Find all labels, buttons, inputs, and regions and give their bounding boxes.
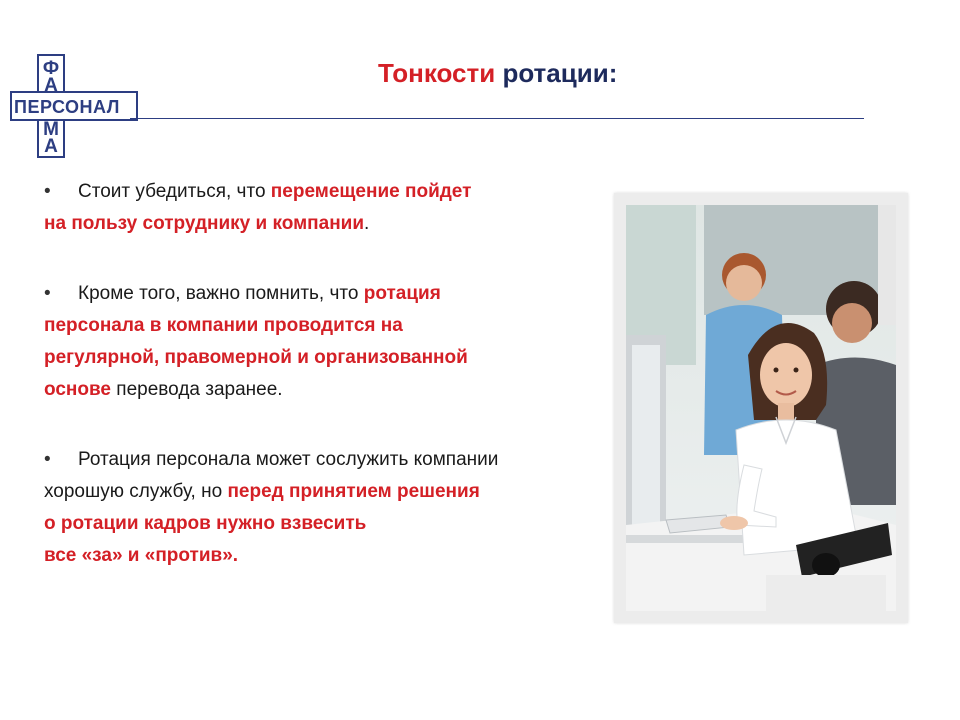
title-accent: Тонкости xyxy=(378,58,496,88)
logo-letter-a-bottom: А xyxy=(44,136,58,157)
bullet-line xyxy=(44,374,624,406)
bullet-line xyxy=(44,476,624,508)
slide-title xyxy=(378,58,617,89)
bullet-line xyxy=(44,508,624,540)
bullet-paragraph-2 xyxy=(44,278,624,406)
highlight-text: персонала в компании проводится на xyxy=(44,315,403,336)
bullet-line xyxy=(44,342,624,374)
bullet-line xyxy=(44,310,624,342)
bullet-line xyxy=(44,444,624,476)
logo-word: ПЕРСОНАЛ xyxy=(14,97,120,117)
logo-letter-f: Ф xyxy=(42,58,60,79)
highlight-text: перед принятием решения xyxy=(227,481,480,502)
body-text: Ротация персонала может сослужить компании xyxy=(78,449,499,470)
bullet-paragraph-1 xyxy=(44,176,624,240)
bullet-marker: • xyxy=(44,449,51,470)
bullet-line xyxy=(44,176,624,208)
office-photo-frame xyxy=(614,193,908,623)
highlight-text: все «за» и «против». xyxy=(44,545,239,566)
highlight-text: на пользу сотруднику и компании xyxy=(44,213,365,234)
logo-letter-a-top: А xyxy=(44,75,58,96)
company-logo xyxy=(10,54,140,162)
bullet-line xyxy=(44,208,624,240)
highlight-text: перемещение пойдет xyxy=(270,181,472,202)
highlight-text: о ротации кадров нужно взвесить xyxy=(44,513,367,534)
body-text: перевода заранее. xyxy=(111,379,283,400)
title-rest: ротации: xyxy=(495,58,618,88)
highlight-text: основе xyxy=(44,379,112,400)
bullet-line xyxy=(44,278,624,310)
body-text: Кроме того, важно помнить, что xyxy=(78,283,364,304)
highlight-text: регулярной, правомерной и организованной xyxy=(44,347,468,368)
office-workers-illustration xyxy=(626,205,896,611)
body-text: хорошую службу, но xyxy=(44,481,228,502)
body-text: . xyxy=(364,213,370,234)
bullet-line xyxy=(44,540,624,572)
logo-letter-m: М xyxy=(43,119,59,140)
highlight-text: ротация xyxy=(363,283,441,304)
office-photo xyxy=(626,205,896,611)
title-divider xyxy=(130,118,864,119)
bullet-marker: • xyxy=(44,181,51,202)
bullet-marker: • xyxy=(44,283,51,304)
bullet-paragraph-3 xyxy=(44,444,624,572)
body-text: Стоит убедиться, что xyxy=(78,181,271,202)
